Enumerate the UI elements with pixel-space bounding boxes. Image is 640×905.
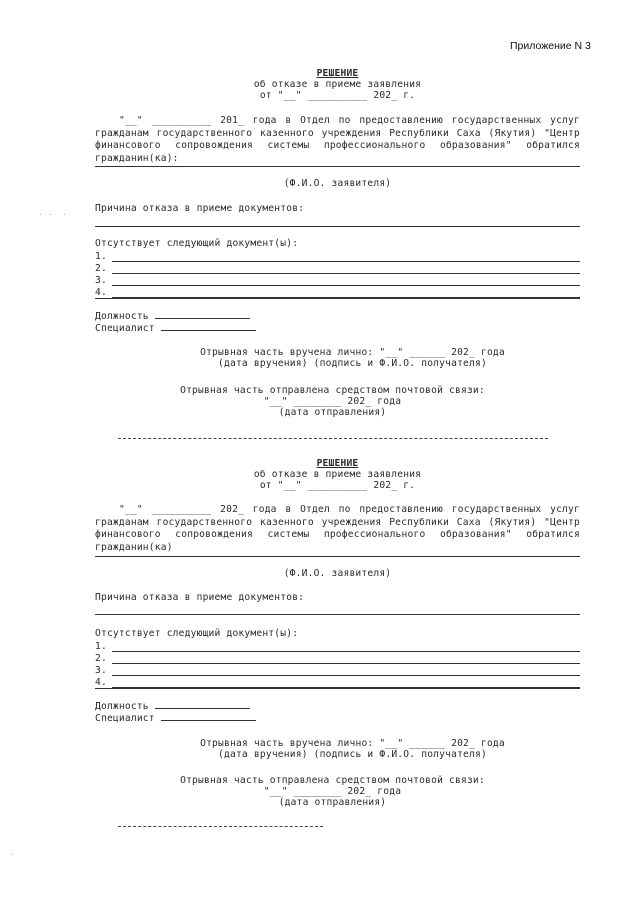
missing-label: Отсутствует следующий документ(ы): [95,628,299,639]
reason-line [95,226,580,227]
reason-line [95,614,580,615]
handed-text: Отрывная часть вручена лично: "__" ______ 202_ года [200,347,505,358]
intro-date: "__" __________ 201_ [119,115,245,126]
handed-block [110,738,595,760]
list-end-line [95,298,580,299]
signature-block [95,310,580,334]
fio-caption: (Ф.И.О. заявителя) [283,568,392,579]
cut-line [118,438,548,439]
position-label: Должность [95,701,149,712]
list-item: 4. [95,676,580,688]
scan-speck: · · · [38,210,67,219]
appendix-label: Приложение N 3 [510,40,591,52]
sent-caption: (дата отправления) [278,407,387,418]
list-item: 3. [95,274,580,286]
reason-label: Причина отказа в приеме документов: [95,203,305,214]
sent-date: "__" ________ 202_ года [263,786,402,797]
handed-caption: (дата вручения) (подпись и Ф.И.О. получателя) [218,358,487,369]
sent-text: Отрывная часть отправлена средством почтовой связи: [180,385,485,396]
decision-title: РЕШЕНИЕ [316,458,359,469]
intro-paragraph-1 [95,115,580,165]
sent-text: Отрывная часть отправлена средством почтовой связи: [180,775,485,786]
reason-label: Причина отказа в приеме документов: [95,592,305,603]
missing-label: Отсутствует следующий документ(ы): [95,238,299,249]
sent-caption: (дата отправления) [278,797,387,808]
intro-paragraph-2 [95,504,580,554]
missing-list [95,250,580,298]
signature-block [95,700,580,724]
decision-section-2 [95,458,580,491]
handed-text: Отрывная часть вручена лично: "__" ______ 202_ года [200,738,505,749]
position-label: Должность [95,311,149,322]
decision-subtitle: об отказе в приеме заявления [253,79,422,90]
list-item: 2. [95,262,580,274]
decision-subtitle: об отказе в приеме заявления [253,469,422,480]
handed-caption: (дата вручения) (подпись и Ф.И.О. получателя) [218,749,487,760]
cut-line-bottom [118,826,323,827]
decision-date: от "__" __________ 202_ г. [259,90,416,101]
sent-date: "__" ________ 202_ года [263,396,402,407]
specialist-label: Специалист [95,713,155,724]
handed-block [110,347,595,369]
sent-block [90,775,575,808]
applicant-line [95,166,580,167]
decision-date: от "__" __________ 202_ г. [259,480,416,491]
list-end-line [95,688,580,689]
list-item: 2. [95,652,580,664]
scan-speck: · [10,850,15,859]
intro-text: года в Отдел по предоставлению государственных услуг гражданам государственного казенного учреждения Республики Саха (Якутия) "Центр финансового сопровождения системы профессионального образования" обратился гражданин(ка): [95,115,580,164]
decision-title: РЕШЕНИЕ [316,68,359,79]
list-item: 1. [95,640,580,652]
fio-caption: (Ф.И.О. заявителя) [283,178,392,189]
decision-section-1 [95,68,580,101]
list-item: 3. [95,664,580,676]
missing-list [95,640,580,688]
specialist-label: Специалист [95,323,155,334]
applicant-line [95,556,580,557]
intro-text: года в Отдел по предоставлению государственных услуг гражданам государственного казенного учреждения Республики Саха (Якутия) "Центр финансового сопровождения системы профессионального образования" обратился гражданин(ка) [95,504,580,553]
sent-block [90,385,575,418]
list-item: 4. [95,286,580,298]
intro-date: "__" __________ 202_ [119,504,245,515]
list-item: 1. [95,250,580,262]
